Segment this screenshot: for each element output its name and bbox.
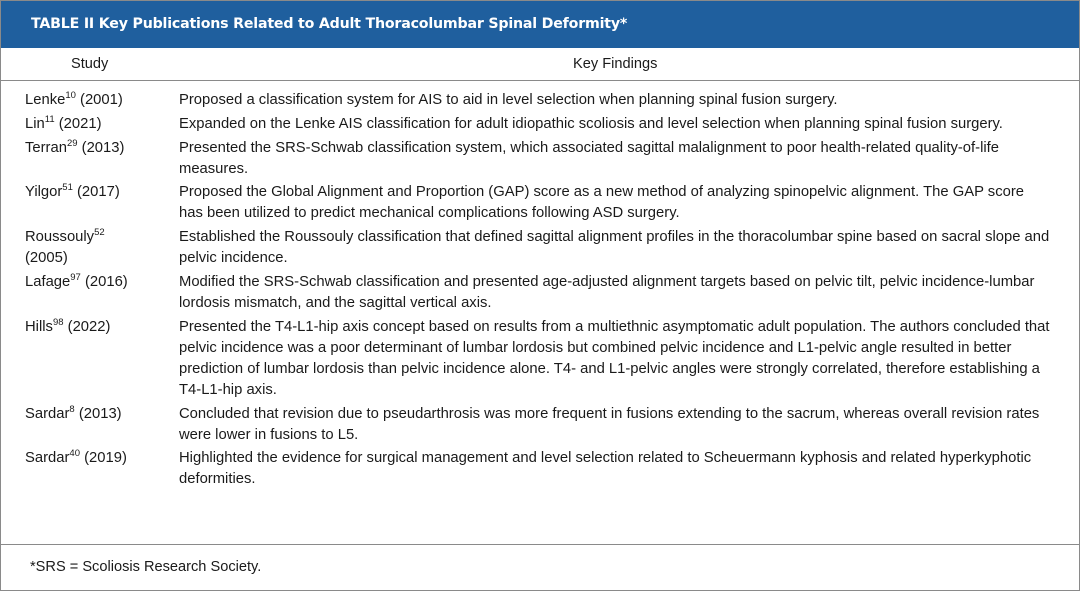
study-year: (2001) [75,92,123,108]
table-row [1,182,1079,224]
study-cell [1,90,179,111]
study-year: (2013) [77,139,125,156]
table-body [1,90,1079,493]
study-author: Yilgor [25,184,63,201]
study-author: Hills [25,318,53,335]
study-cell [1,317,179,401]
finding-cell: Established the Roussouly classification that defined sagittal alignment profiles in the thoracolumbar spine based on sacral slope and pelvic incidence. [179,229,1050,267]
study-year: (2017) [72,184,120,201]
finding-cell: Presented the SRS-Schwab classification system, which associated sagittal malalignment to poor health-related quality-of-life measures. [179,139,999,177]
study-year: (2019) [80,450,127,467]
study-author: Sardar [25,450,70,467]
header-key-findings: Key Findings [573,56,658,72]
study-cell [1,114,179,135]
reference-number: 51 [62,182,73,194]
footer-divider [1,544,1079,545]
reference-number: 40 [69,448,80,460]
study-cell [1,227,179,269]
study-cell [1,448,179,490]
table-row [1,90,1079,111]
header-study: Study [71,56,109,72]
table-header-row [1,48,1079,81]
table-footnote: *SRS = Scoliosis Research Society. [30,559,262,575]
table-title: TABLE II Key Publications Related to Adult Thoracolumbar Spinal Deformity* [1,1,1079,48]
study-year: (2022) [63,318,111,335]
finding-cell: Expanded on the Lenke AIS classification for adult idiopathic scoliosis and level selection when planning spinal fusion surgery. [179,115,1003,132]
table-row [1,272,1079,314]
reference-number: 98 [52,316,64,328]
reference-number: 97 [70,272,81,284]
table-row [1,404,1079,446]
finding-cell: Proposed the Global Alignment and Proportion (GAP) score as a new method of analyzing spinopelvic alignment. The GAP score has been utilized to predict mechanical complications following ASD surgery. [179,184,1024,222]
study-cell [1,272,179,314]
study-author: Lafage [25,273,71,290]
reference-number: 10 [65,90,76,102]
finding-cell: Highlighted the evidence for surgical management and level selection related to Scheuermann kyphosis and related hyperkyphotic deformities. [179,450,1032,488]
finding-cell: Modified the SRS-Schwab classification and presented age-adjusted alignment targets based on pelvic tilt, pelvic incidence-lumbar lordosis mismatch, and the sagittal vertical axis. [179,273,1035,311]
study-year: (2021) [54,115,102,132]
table-row [1,317,1079,401]
finding-cell: Proposed a classification system for AIS to aid in level selection when planning spinal fusion surgery. [179,92,838,108]
study-author: Roussouly [25,229,95,246]
table-row [1,227,1079,269]
finding-cell: Presented the T4-L1-hip axis concept based on results from a multiethnic asymptomatic adult population. The authors concluded that pelvic incidence was a poor determinant of lumbar lordosis but combined pelvic incidence and L1-pelvic angle resulted in better prediction of lumbar lordosis than pelvic incidence alone. T4- and L1-pelvic angles were strongly correlated, therefore establishing a T4-L1-hip axis. [179,318,1050,398]
study-cell [1,182,179,224]
table-row [1,114,1079,135]
study-author: Sardar [25,405,70,422]
table-row [1,448,1079,490]
reference-number: 11 [44,113,55,125]
finding-cell: Concluded that revision due to pseudarthrosis was more frequent in fusions extending to the sacrum, whereas overall revision rates were lower in fusions to L5. [179,405,1040,443]
study-year: (2016) [80,273,128,290]
study-year: (2013) [74,405,122,422]
study-author: Lin [25,115,45,132]
reference-number: 8 [69,403,75,415]
reference-number: 52 [94,227,105,239]
study-author: Terran [25,139,67,156]
study-cell [1,138,179,180]
study-year: (2005) [25,250,68,267]
study-cell [1,404,179,446]
reference-number: 29 [66,137,78,149]
study-author: Lenke [25,92,66,108]
table-row [1,138,1079,180]
